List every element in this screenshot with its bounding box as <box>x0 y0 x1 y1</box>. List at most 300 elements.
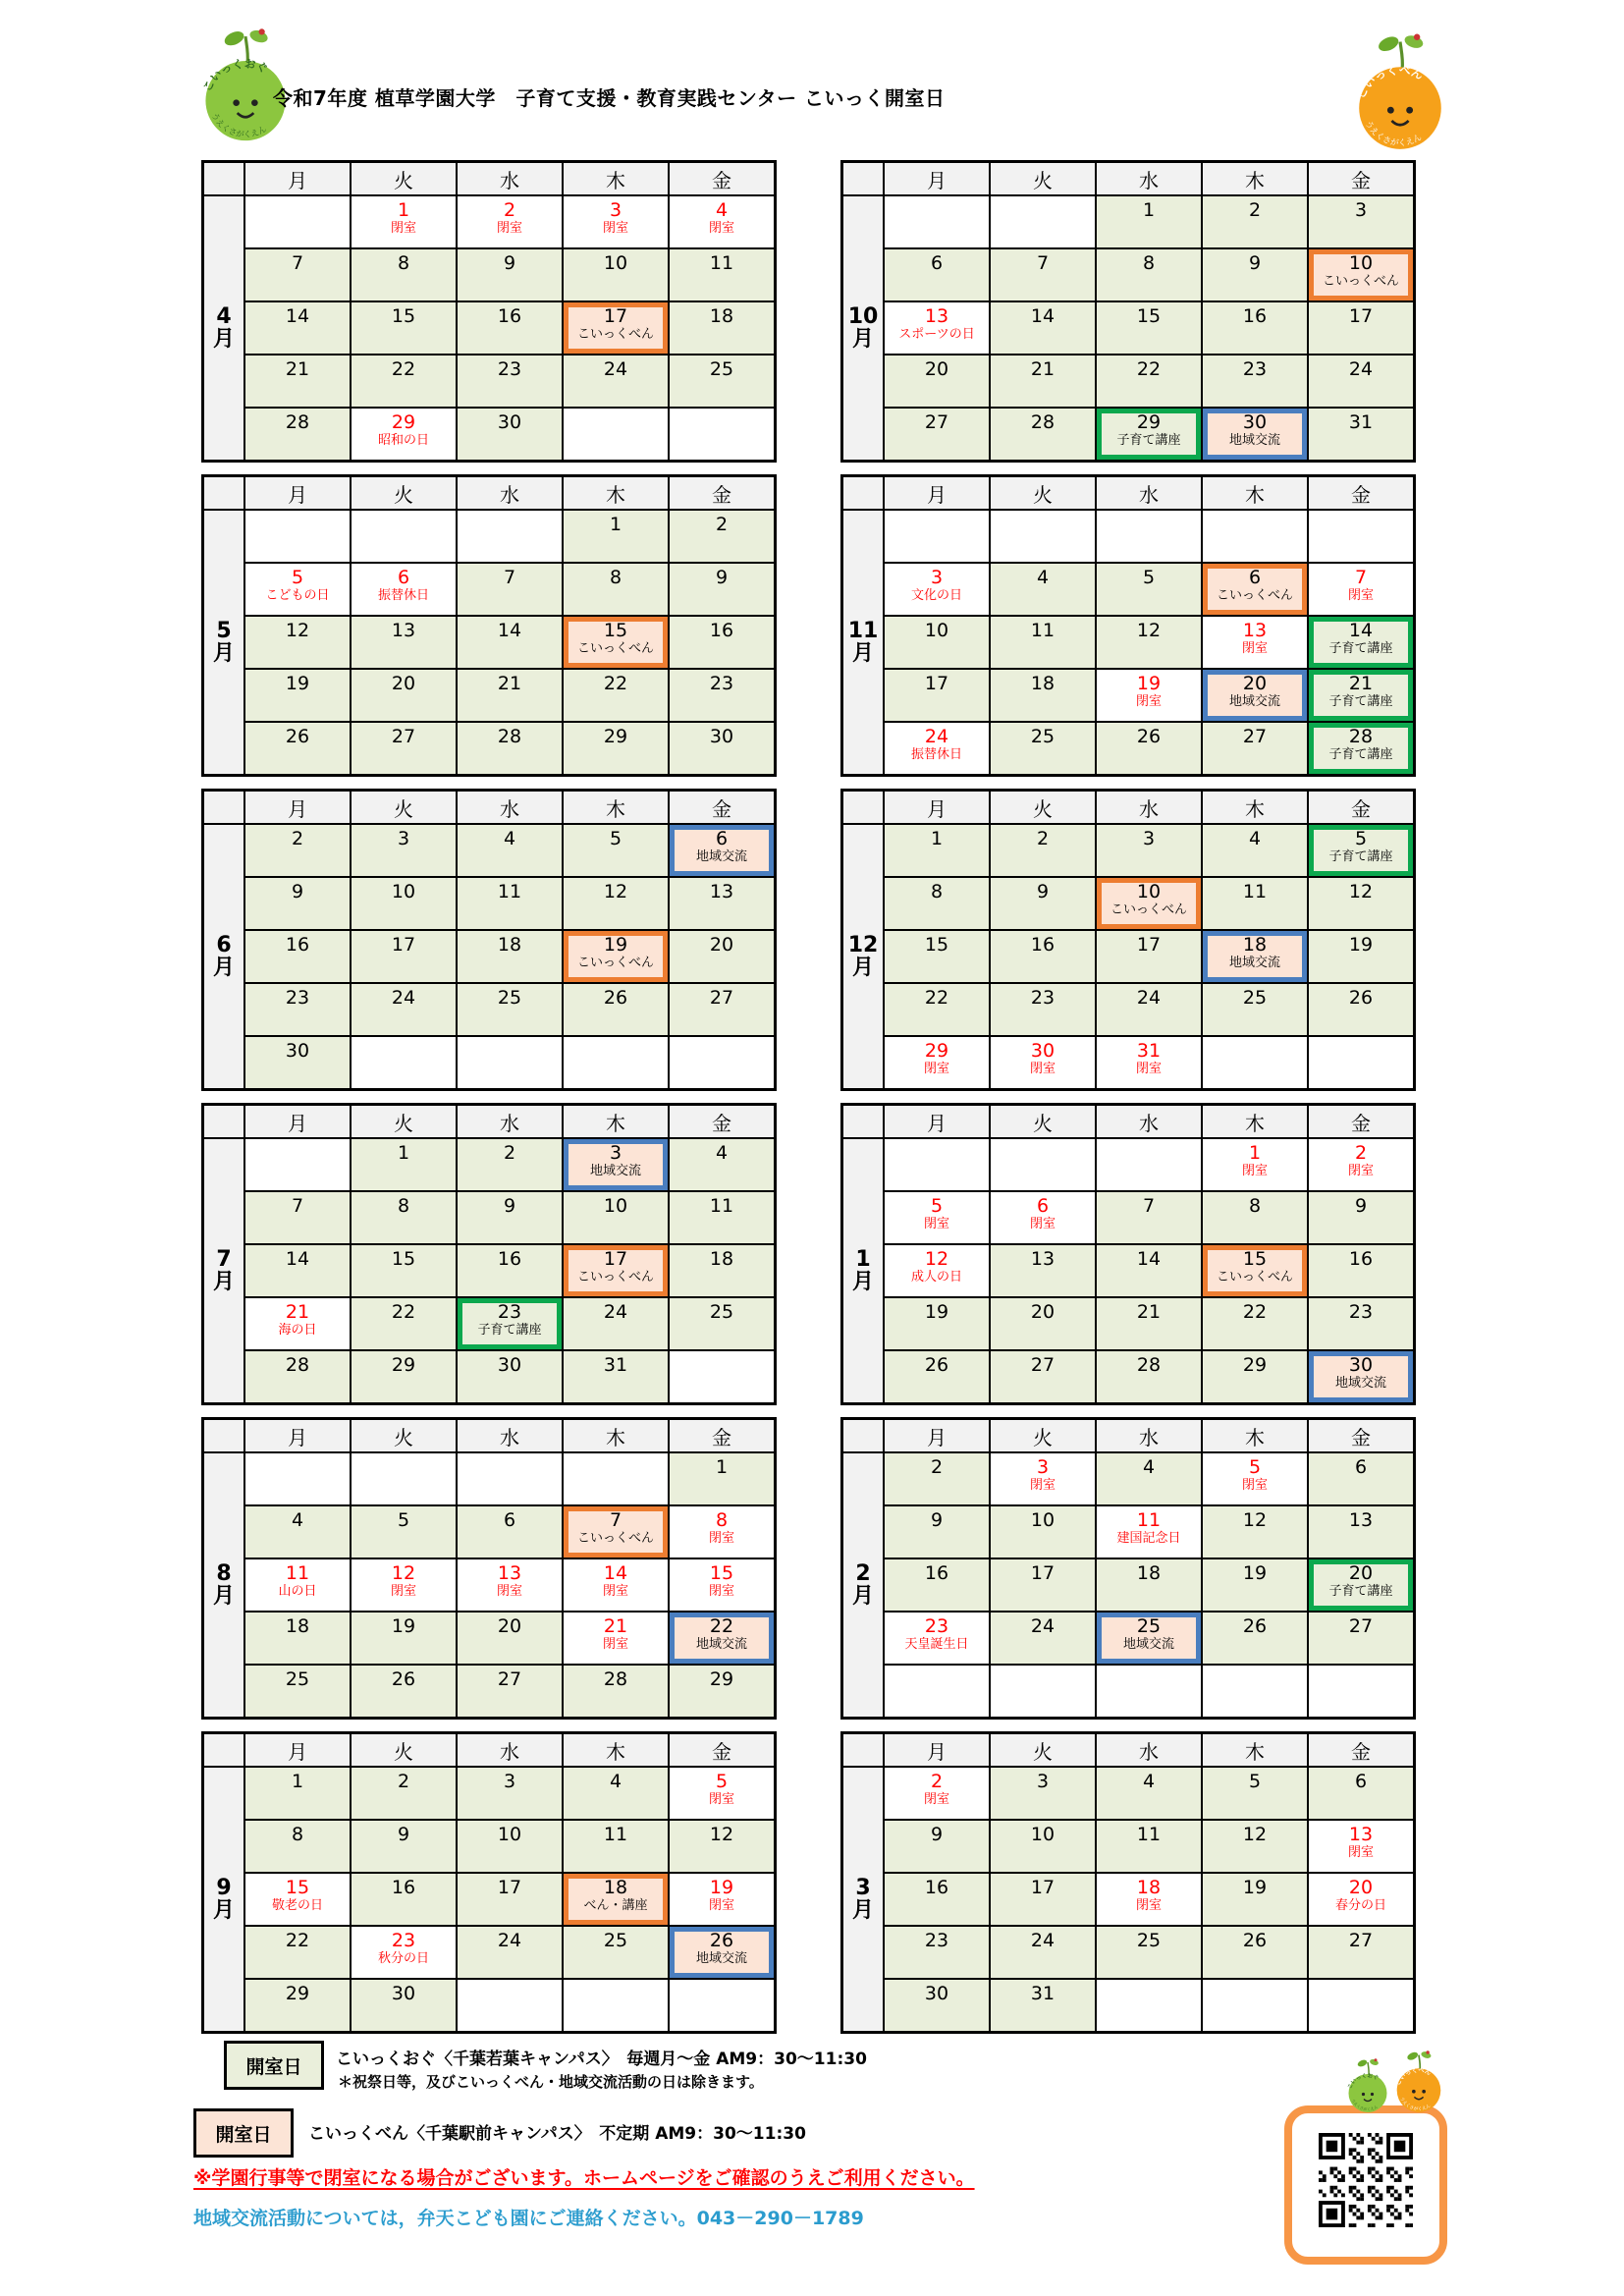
weekday-header: 木 <box>1203 477 1307 509</box>
month-table-06 <box>201 789 777 1091</box>
day-06-30: 30 <box>245 1037 350 1088</box>
weekday-header: 金 <box>670 163 774 194</box>
weekday-header: 金 <box>1309 1734 1413 1766</box>
day-09-4: 4 <box>564 1768 668 1819</box>
weekday-header: 金 <box>670 792 774 823</box>
day-05-22: 22 <box>564 670 668 721</box>
day-10-10: 10 こいっくべん <box>1309 249 1413 301</box>
day-04-1: 1 閉室 <box>352 196 456 247</box>
day-02-2: 2 <box>885 1453 989 1504</box>
day-12-2: 2 <box>991 825 1095 876</box>
month-label-07: 7 月 <box>204 1139 244 1402</box>
day-03-30: 30 <box>885 1980 989 2031</box>
weekday-header: 火 <box>991 1734 1095 1766</box>
day-06-6: 6 地域交流 <box>670 825 774 876</box>
qr-code <box>1319 2133 1413 2227</box>
weekday-header: 水 <box>1097 1106 1201 1137</box>
day-06-10: 10 <box>352 878 456 929</box>
day-02-12: 12 <box>1203 1506 1307 1558</box>
weekday-header: 水 <box>1097 163 1201 194</box>
day-04-28: 28 <box>245 409 350 460</box>
svg-text:こいっくおぐ: こいっくおぐ <box>199 56 270 94</box>
empty-cell <box>458 1037 562 1088</box>
day-09-30: 30 <box>352 1980 456 2031</box>
day-05-13: 13 <box>352 617 456 668</box>
day-05-19: 19 <box>245 670 350 721</box>
day-01-12: 12 成人の日 <box>885 1245 989 1296</box>
month-label-05: 5 月 <box>204 511 244 774</box>
day-05-20: 20 <box>352 670 456 721</box>
day-09-10: 10 <box>458 1821 562 1872</box>
day-11-18: 18 <box>991 670 1095 721</box>
weekday-header: 金 <box>670 1734 774 1766</box>
day-08-29: 29 <box>670 1666 774 1717</box>
day-06-12: 12 <box>564 878 668 929</box>
empty-cell <box>458 511 562 562</box>
empty-cell <box>245 196 350 247</box>
day-12-9: 9 <box>991 878 1095 929</box>
day-02-27: 27 <box>1309 1613 1413 1664</box>
day-07-8: 8 <box>352 1192 456 1243</box>
weekday-header: 木 <box>1203 1106 1307 1137</box>
day-06-20: 20 <box>670 931 774 982</box>
day-04-16: 16 <box>458 302 562 354</box>
day-06-17: 17 <box>352 931 456 982</box>
day-12-24: 24 <box>1097 984 1201 1035</box>
day-08-20: 20 <box>458 1613 562 1664</box>
day-04-2: 2 閉室 <box>458 196 562 247</box>
day-01-19: 19 <box>885 1298 989 1349</box>
weekday-header: 火 <box>352 163 456 194</box>
month-table-02 <box>840 1417 1416 1720</box>
day-06-27: 27 <box>670 984 774 1035</box>
day-01-6: 6 閉室 <box>991 1192 1095 1243</box>
day-12-11: 11 <box>1203 878 1307 929</box>
day-01-22: 22 <box>1203 1298 1307 1349</box>
month-label-03: 3 月 <box>843 1768 883 2031</box>
day-03-20: 20 春分の日 <box>1309 1874 1413 1925</box>
day-03-10: 10 <box>991 1821 1095 1872</box>
empty-cell <box>991 1666 1095 1717</box>
day-07-2: 2 <box>458 1139 562 1190</box>
day-05-16: 16 <box>670 617 774 668</box>
day-07-16: 16 <box>458 1245 562 1296</box>
day-01-13: 13 <box>991 1245 1095 1296</box>
day-03-19: 19 <box>1203 1874 1307 1925</box>
day-11-26: 26 <box>1097 723 1201 774</box>
weekday-header: 木 <box>564 1420 668 1451</box>
empty-cell <box>352 1037 456 1088</box>
day-09-11: 11 <box>564 1821 668 1872</box>
day-02-3: 3 閉室 <box>991 1453 1095 1504</box>
empty-cell <box>1203 1666 1307 1717</box>
day-04-10: 10 <box>564 249 668 301</box>
day-11-17: 17 <box>885 670 989 721</box>
day-02-13: 13 <box>1309 1506 1413 1558</box>
day-01-30: 30 地域交流 <box>1309 1351 1413 1402</box>
day-06-3: 3 <box>352 825 456 876</box>
day-03-11: 11 <box>1097 1821 1201 1872</box>
empty-cell <box>352 1453 456 1504</box>
day-04-18: 18 <box>670 302 774 354</box>
day-12-26: 26 <box>1309 984 1413 1035</box>
weekday-header: 水 <box>458 163 562 194</box>
month-table-03 <box>840 1731 1416 2034</box>
day-02-4: 4 <box>1097 1453 1201 1504</box>
empty-cell <box>991 196 1095 247</box>
day-12-15: 15 <box>885 931 989 982</box>
day-06-19: 19 こいっくべん <box>564 931 668 982</box>
weekday-header: 木 <box>1203 163 1307 194</box>
day-02-20: 20 子育て講座 <box>1309 1559 1413 1611</box>
day-05-15: 15 こいっくべん <box>564 617 668 668</box>
day-08-19: 19 <box>352 1613 456 1664</box>
empty-cell <box>458 1453 562 1504</box>
day-03-5: 5 <box>1203 1768 1307 1819</box>
day-03-16: 16 <box>885 1874 989 1925</box>
weekday-header: 火 <box>991 1106 1095 1137</box>
day-06-23: 23 <box>245 984 350 1035</box>
day-07-3: 3 地域交流 <box>564 1139 668 1190</box>
day-10-2: 2 <box>1203 196 1307 247</box>
legend-open-day-ben-box <box>193 2108 294 2158</box>
day-01-2: 2 閉室 <box>1309 1139 1413 1190</box>
day-04-21: 21 <box>245 355 350 407</box>
day-11-27: 27 <box>1203 723 1307 774</box>
weekday-header: 木 <box>564 1106 668 1137</box>
empty-cell <box>1309 511 1413 562</box>
month-column-right <box>840 160 1416 2034</box>
month-table-01 <box>840 1103 1416 1405</box>
corner-cell <box>843 477 883 509</box>
weekday-header: 水 <box>458 792 562 823</box>
day-06-25: 25 <box>458 984 562 1035</box>
empty-cell <box>564 1037 668 1088</box>
day-08-21: 21 閉室 <box>564 1613 668 1664</box>
day-07-21: 21 海の日 <box>245 1298 350 1349</box>
day-05-21: 21 <box>458 670 562 721</box>
weekday-header: 水 <box>458 477 562 509</box>
day-10-27: 27 <box>885 409 989 460</box>
day-07-10: 10 <box>564 1192 668 1243</box>
empty-cell <box>1097 511 1201 562</box>
day-12-5: 5 子育て講座 <box>1309 825 1413 876</box>
weekday-header: 火 <box>991 163 1095 194</box>
day-04-15: 15 <box>352 302 456 354</box>
day-12-19: 19 <box>1309 931 1413 982</box>
svg-text:うえくさがくえん: うえくさがくえん <box>209 111 268 139</box>
mini-mascot-orange-icon <box>1390 2050 1447 2113</box>
empty-cell <box>670 409 774 460</box>
corner-cell <box>843 163 883 194</box>
day-09-16: 16 <box>352 1874 456 1925</box>
weekday-header: 金 <box>1309 1106 1413 1137</box>
day-04-3: 3 閉室 <box>564 196 668 247</box>
day-01-15: 15 こいっくべん <box>1203 1245 1307 1296</box>
day-05-23: 23 <box>670 670 774 721</box>
page-title: 令和7年度 植草学園大学 子育て支援・教育実践センター こいっく開室日 <box>273 86 946 110</box>
day-08-22: 22 地域交流 <box>670 1613 774 1664</box>
day-09-2: 2 <box>352 1768 456 1819</box>
day-02-17: 17 <box>991 1559 1095 1611</box>
month-label-01: 1 月 <box>843 1139 883 1402</box>
day-05-14: 14 <box>458 617 562 668</box>
corner-cell <box>204 163 244 194</box>
day-10-13: 13 スポーツの日 <box>885 302 989 354</box>
day-10-28: 28 <box>991 409 1095 460</box>
day-09-9: 9 <box>352 1821 456 1872</box>
weekday-header: 木 <box>1203 792 1307 823</box>
day-02-6: 6 <box>1309 1453 1413 1504</box>
day-07-22: 22 <box>352 1298 456 1349</box>
weekday-header: 水 <box>458 1734 562 1766</box>
day-10-3: 3 <box>1309 196 1413 247</box>
empty-cell <box>885 1666 989 1717</box>
day-11-19: 19 閉室 <box>1097 670 1201 721</box>
day-07-7: 7 <box>245 1192 350 1243</box>
empty-cell <box>670 1037 774 1088</box>
day-06-5: 5 <box>564 825 668 876</box>
day-09-15: 15 敬老の日 <box>245 1874 350 1925</box>
empty-cell <box>564 1453 668 1504</box>
day-11-12: 12 <box>1097 617 1201 668</box>
svg-text:うえくさがくえん: うえくさがくえん <box>1362 119 1424 149</box>
day-06-16: 16 <box>245 931 350 982</box>
month-table-09 <box>201 1731 777 2034</box>
weekday-header: 金 <box>670 1420 774 1451</box>
day-12-25: 25 <box>1203 984 1307 1035</box>
weekday-header: 木 <box>564 477 668 509</box>
day-06-2: 2 <box>245 825 350 876</box>
day-06-13: 13 <box>670 878 774 929</box>
contact-phone-note: 地域交流活動については，弁天こども園にご連絡ください。043－290－1789 <box>193 2208 864 2229</box>
weekday-header: 月 <box>245 477 350 509</box>
weekday-header: 金 <box>1309 163 1413 194</box>
weekday-header: 火 <box>991 477 1095 509</box>
day-01-26: 26 <box>885 1351 989 1402</box>
day-04-9: 9 <box>458 249 562 301</box>
koikku-ben-mascot-logo <box>1347 33 1453 151</box>
day-03-31: 31 <box>991 1980 1095 2031</box>
day-03-6: 6 <box>1309 1768 1413 1819</box>
day-10-7: 7 <box>991 249 1095 301</box>
day-10-8: 8 <box>1097 249 1201 301</box>
weekday-header: 火 <box>991 1420 1095 1451</box>
corner-cell <box>843 1106 883 1137</box>
day-08-5: 5 <box>352 1506 456 1558</box>
day-04-8: 8 <box>352 249 456 301</box>
day-01-1: 1 閉室 <box>1203 1139 1307 1190</box>
day-04-23: 23 <box>458 355 562 407</box>
svg-text:こいっくべん: こいっくべん <box>1394 2066 1433 2087</box>
day-12-18: 18 地域交流 <box>1203 931 1307 982</box>
day-07-31: 31 <box>564 1351 668 1402</box>
day-05-5: 5 こどもの日 <box>245 564 350 615</box>
day-02-16: 16 <box>885 1559 989 1611</box>
day-05-2: 2 <box>670 511 774 562</box>
closure-warning-note: ※学園行事等で閉室になる場合がございます。ホームページをご確認のうえご利用ください。 <box>193 2167 975 2189</box>
day-07-17: 17 こいっくべん <box>564 1245 668 1296</box>
day-08-1: 1 <box>670 1453 774 1504</box>
day-04-30: 30 <box>458 409 562 460</box>
day-03-27: 27 <box>1309 1927 1413 1978</box>
month-label-10: 10 月 <box>843 196 883 460</box>
day-10-17: 17 <box>1309 302 1413 354</box>
day-10-29: 29 子育て講座 <box>1097 409 1201 460</box>
weekday-header: 金 <box>670 477 774 509</box>
weekday-header: 金 <box>1309 792 1413 823</box>
empty-cell <box>1203 1037 1307 1088</box>
day-05-27: 27 <box>352 723 456 774</box>
day-04-7: 7 <box>245 249 350 301</box>
day-10-1: 1 <box>1097 196 1201 247</box>
day-11-28: 28 子育て講座 <box>1309 723 1413 774</box>
day-05-9: 9 <box>670 564 774 615</box>
day-03-2: 2 閉室 <box>885 1768 989 1819</box>
day-11-20: 20 地域交流 <box>1203 670 1307 721</box>
day-10-6: 6 <box>885 249 989 301</box>
day-08-26: 26 <box>352 1666 456 1717</box>
day-07-29: 29 <box>352 1351 456 1402</box>
day-03-4: 4 <box>1097 1768 1201 1819</box>
day-04-29: 29 昭和の日 <box>352 409 456 460</box>
weekday-header: 月 <box>245 792 350 823</box>
empty-cell <box>245 511 350 562</box>
day-12-30: 30 閉室 <box>991 1037 1095 1088</box>
day-11-3: 3 文化の日 <box>885 564 989 615</box>
weekday-header: 水 <box>1097 792 1201 823</box>
weekday-header: 金 <box>1309 477 1413 509</box>
day-11-7: 7 閉室 <box>1309 564 1413 615</box>
day-12-8: 8 <box>885 878 989 929</box>
legend-ogu-box-label: 開室日 <box>245 2055 302 2078</box>
month-label-12: 12 月 <box>843 825 883 1088</box>
legend-ogu-description: こいっくおぐ〈千葉若葉キャンパス〉 毎週月～金 AM9：30～11:30 <box>336 2050 867 2069</box>
weekday-header: 月 <box>245 1420 350 1451</box>
empty-cell <box>352 511 456 562</box>
day-02-18: 18 <box>1097 1559 1201 1611</box>
day-10-14: 14 <box>991 302 1095 354</box>
day-05-7: 7 <box>458 564 562 615</box>
day-09-19: 19 閉室 <box>670 1874 774 1925</box>
day-11-14: 14 子育て講座 <box>1309 617 1413 668</box>
empty-cell <box>1309 1980 1413 2031</box>
day-09-22: 22 <box>245 1927 350 1978</box>
day-04-22: 22 <box>352 355 456 407</box>
day-01-8: 8 <box>1203 1192 1307 1243</box>
legend-ben-description: こいっくべん〈千葉駅前キャンパス〉 不定期 AM9：30～11:30 <box>308 2124 806 2144</box>
month-label-02: 2 月 <box>843 1453 883 1717</box>
day-01-29: 29 <box>1203 1351 1307 1402</box>
day-02-10: 10 <box>991 1506 1095 1558</box>
empty-cell <box>1309 1037 1413 1088</box>
day-03-13: 13 閉室 <box>1309 1821 1413 1872</box>
day-11-10: 10 <box>885 617 989 668</box>
day-01-23: 23 <box>1309 1298 1413 1349</box>
empty-cell <box>564 409 668 460</box>
mini-mascot-green-icon <box>1343 2058 1392 2113</box>
day-08-12: 12 閉室 <box>352 1559 456 1611</box>
weekday-header: 金 <box>1309 1420 1413 1451</box>
day-09-3: 3 <box>458 1768 562 1819</box>
day-07-9: 9 <box>458 1192 562 1243</box>
day-08-11: 11 山の日 <box>245 1559 350 1611</box>
day-01-9: 9 <box>1309 1192 1413 1243</box>
day-08-13: 13 閉室 <box>458 1559 562 1611</box>
day-04-24: 24 <box>564 355 668 407</box>
day-01-28: 28 <box>1097 1351 1201 1402</box>
corner-cell <box>843 1734 883 1766</box>
day-05-12: 12 <box>245 617 350 668</box>
day-03-12: 12 <box>1203 1821 1307 1872</box>
day-12-4: 4 <box>1203 825 1307 876</box>
day-01-5: 5 閉室 <box>885 1192 989 1243</box>
day-06-9: 9 <box>245 878 350 929</box>
day-09-18: 18 べん・講座 <box>564 1874 668 1925</box>
day-08-7: 7 こいっくべん <box>564 1506 668 1558</box>
day-09-29: 29 <box>245 1980 350 2031</box>
weekday-header: 月 <box>885 1420 989 1451</box>
month-table-04 <box>201 160 777 463</box>
month-table-07 <box>201 1103 777 1405</box>
weekday-header: 水 <box>458 1420 562 1451</box>
day-08-6: 6 <box>458 1506 562 1558</box>
weekday-header: 火 <box>352 477 456 509</box>
day-07-15: 15 <box>352 1245 456 1296</box>
empty-cell <box>991 511 1095 562</box>
day-12-16: 16 <box>991 931 1095 982</box>
day-06-26: 26 <box>564 984 668 1035</box>
day-08-14: 14 閉室 <box>564 1559 668 1611</box>
day-05-29: 29 <box>564 723 668 774</box>
day-01-7: 7 <box>1097 1192 1201 1243</box>
day-08-15: 15 閉室 <box>670 1559 774 1611</box>
day-04-11: 11 <box>670 249 774 301</box>
day-07-24: 24 <box>564 1298 668 1349</box>
day-09-5: 5 閉室 <box>670 1768 774 1819</box>
empty-cell <box>1309 1666 1413 1717</box>
weekday-header: 木 <box>1203 1734 1307 1766</box>
month-label-09: 9 月 <box>204 1768 244 2031</box>
day-11-5: 5 <box>1097 564 1201 615</box>
day-10-23: 23 <box>1203 355 1307 407</box>
day-10-22: 22 <box>1097 355 1201 407</box>
empty-cell <box>564 1980 668 2031</box>
day-10-20: 20 <box>885 355 989 407</box>
day-03-23: 23 <box>885 1927 989 1978</box>
day-08-18: 18 <box>245 1613 350 1664</box>
day-11-25: 25 <box>991 723 1095 774</box>
day-01-20: 20 <box>991 1298 1095 1349</box>
day-12-31: 31 閉室 <box>1097 1037 1201 1088</box>
day-09-26: 26 地域交流 <box>670 1927 774 1978</box>
day-05-30: 30 <box>670 723 774 774</box>
day-03-24: 24 <box>991 1927 1095 1978</box>
day-03-3: 3 <box>991 1768 1095 1819</box>
weekday-header: 月 <box>885 1734 989 1766</box>
day-10-15: 15 <box>1097 302 1201 354</box>
weekday-header: 月 <box>885 792 989 823</box>
weekday-header: 木 <box>564 792 668 823</box>
day-11-21: 21 子育て講座 <box>1309 670 1413 721</box>
day-01-16: 16 <box>1309 1245 1413 1296</box>
day-02-19: 19 <box>1203 1559 1307 1611</box>
day-02-24: 24 <box>991 1613 1095 1664</box>
day-03-25: 25 <box>1097 1927 1201 1978</box>
weekday-header: 木 <box>564 1734 668 1766</box>
day-07-28: 28 <box>245 1351 350 1402</box>
weekday-header: 水 <box>458 1106 562 1137</box>
